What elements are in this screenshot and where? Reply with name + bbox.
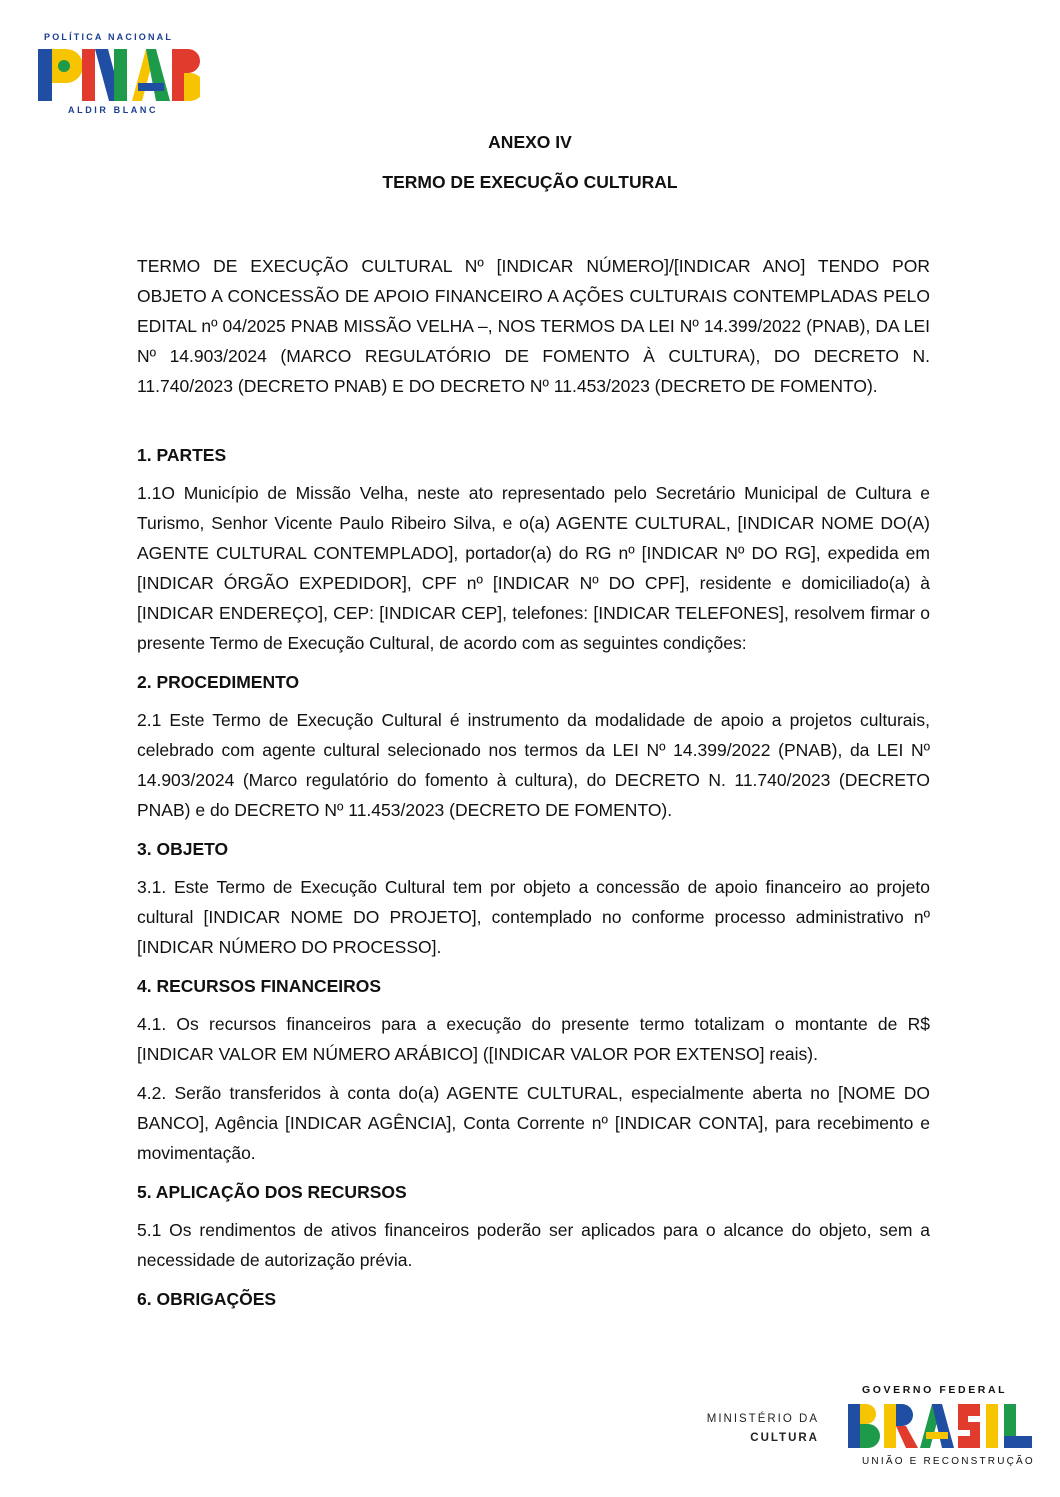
document-body	[137, 251, 930, 1322]
pnab-wordmark	[38, 45, 200, 103]
ministry-line2: CULTURA	[750, 1432, 819, 1444]
gov-federal-logo	[846, 1384, 1036, 1476]
intro-paragraph: TERMO DE EXECUÇÃO CULTURAL Nº [INDICAR NÚMERO]/[INDICAR ANO] TENDO POR OBJETO A CONCESSÃO DE APOIO FINANCEIRO A AÇÕES CULTURAIS CONTEMPLADAS PELO EDITAL nº 04/2025 PNAB MISSÃO VELHA –, NOS TERMOS DA LEI Nº 14.399/2022 (PNAB), DA LEI Nº 14.903/2024 (MARCO REGULATÓRIO DE FOMENTO À CULTURA), DO DECRETO N. 11.740/2023 (DECRETO PNAB) E DO DECRETO Nº 11.453/2023 (DECRETO DE FOMENTO).	[137, 256, 930, 396]
section-heading-objeto: 3. OBJETO	[137, 839, 229, 859]
section-heading-procedimento: 2. PROCEDIMENTO	[137, 672, 300, 692]
ministry-logo	[693, 1410, 819, 1448]
section-paragraph: 4.2. Serão transferidos à conta do(a) AGENTE CULTURAL, especialmente aberta no [NOME DO BANCO], Agência [INDICAR AGÊNCIA], Conta Corrente nº [INDICAR CONTA], para recebimento e movimentação.	[137, 1083, 930, 1163]
pnab-logo	[38, 32, 200, 116]
pnab-logo-bottom-text: ALDIR BLANC	[68, 105, 159, 115]
section-paragraph: 4.1. Os recursos financeiros para a execução do presente termo totalizam o montante de R$ [INDICAR VALOR EM NÚMERO ARÁBICO] ([INDICAR VALOR POR EXTENSO] reais).	[137, 1014, 930, 1064]
section-heading-partes: 1. PARTES	[137, 445, 227, 465]
section-paragraph: 2.1 Este Termo de Execução Cultural é instrumento da modalidade de apoio a projetos culturais, celebrado com agente cultural selecionado nos termos da LEI Nº 14.399/2022 (PNAB), da LEI Nº 14.903/2024 (Marco regulatório do fomento à cultura), do DECRETO N. 11.740/2023 (DECRETO PNAB) e do DECRETO Nº 11.453/2023 (DECRETO DE FOMENTO).	[137, 710, 930, 820]
section-heading-aplicacao-dos-recursos: 5. APLICAÇÃO DOS RECURSOS	[137, 1182, 407, 1202]
section-paragraph: 5.1 Os rendimentos de ativos financeiros poderão ser aplicados para o alcance do objeto, sem a necessidade de autorização prévia.	[137, 1220, 930, 1270]
section-paragraph: 3.1. Este Termo de Execução Cultural tem por objeto a concessão de apoio financeiro ao projeto cultural [INDICAR NOME DO PROJETO], contemplado no conforme processo administrativo nº [INDICAR NÚMERO DO PROCESSO].	[137, 877, 930, 957]
term-title: TERMO DE EXECUÇÃO CULTURAL	[382, 172, 678, 192]
section-heading-obrigacoes: 6. OBRIGAÇÕES	[137, 1289, 277, 1309]
gov-logo-top-text: GOVERNO FEDERAL	[862, 1384, 1008, 1396]
gov-logo-bottom-text: UNIÃO E RECONSTRUÇÃO	[862, 1456, 1035, 1467]
pnab-logo-top-text: POLÍTICA NACIONAL	[44, 32, 174, 42]
section-heading-recursos-financeiros: 4. RECURSOS FINANCEIROS	[137, 976, 382, 996]
ministry-line1: MINISTÉRIO DA	[706, 1413, 819, 1425]
annex-title: ANEXO IV	[488, 132, 572, 152]
brasil-wordmark	[846, 1400, 1036, 1454]
section-paragraph: 1.1O Município de Missão Velha, neste ato representado pelo Secretário Municipal de Cultura e Turismo, Senhor Vicente Paulo Ribeiro Silva, e o(a) AGENTE CULTURAL, [INDICAR NOME DO(A) AGENTE CULTURAL CONTEMPLADO], portador(a) do RG nº [INDICAR Nº DO RG], expedida em [INDICAR ÓRGÃO EXPEDIDOR], CPF nº [INDICAR Nº DO CPF], residente e domiciliado(a) à [INDICAR ENDEREÇO], CEP: [INDICAR CEP], telefones: [INDICAR TELEFONES], resolvem firmar o presente Termo de Execução Cultural, de acordo com as seguintes condições:	[137, 483, 930, 653]
